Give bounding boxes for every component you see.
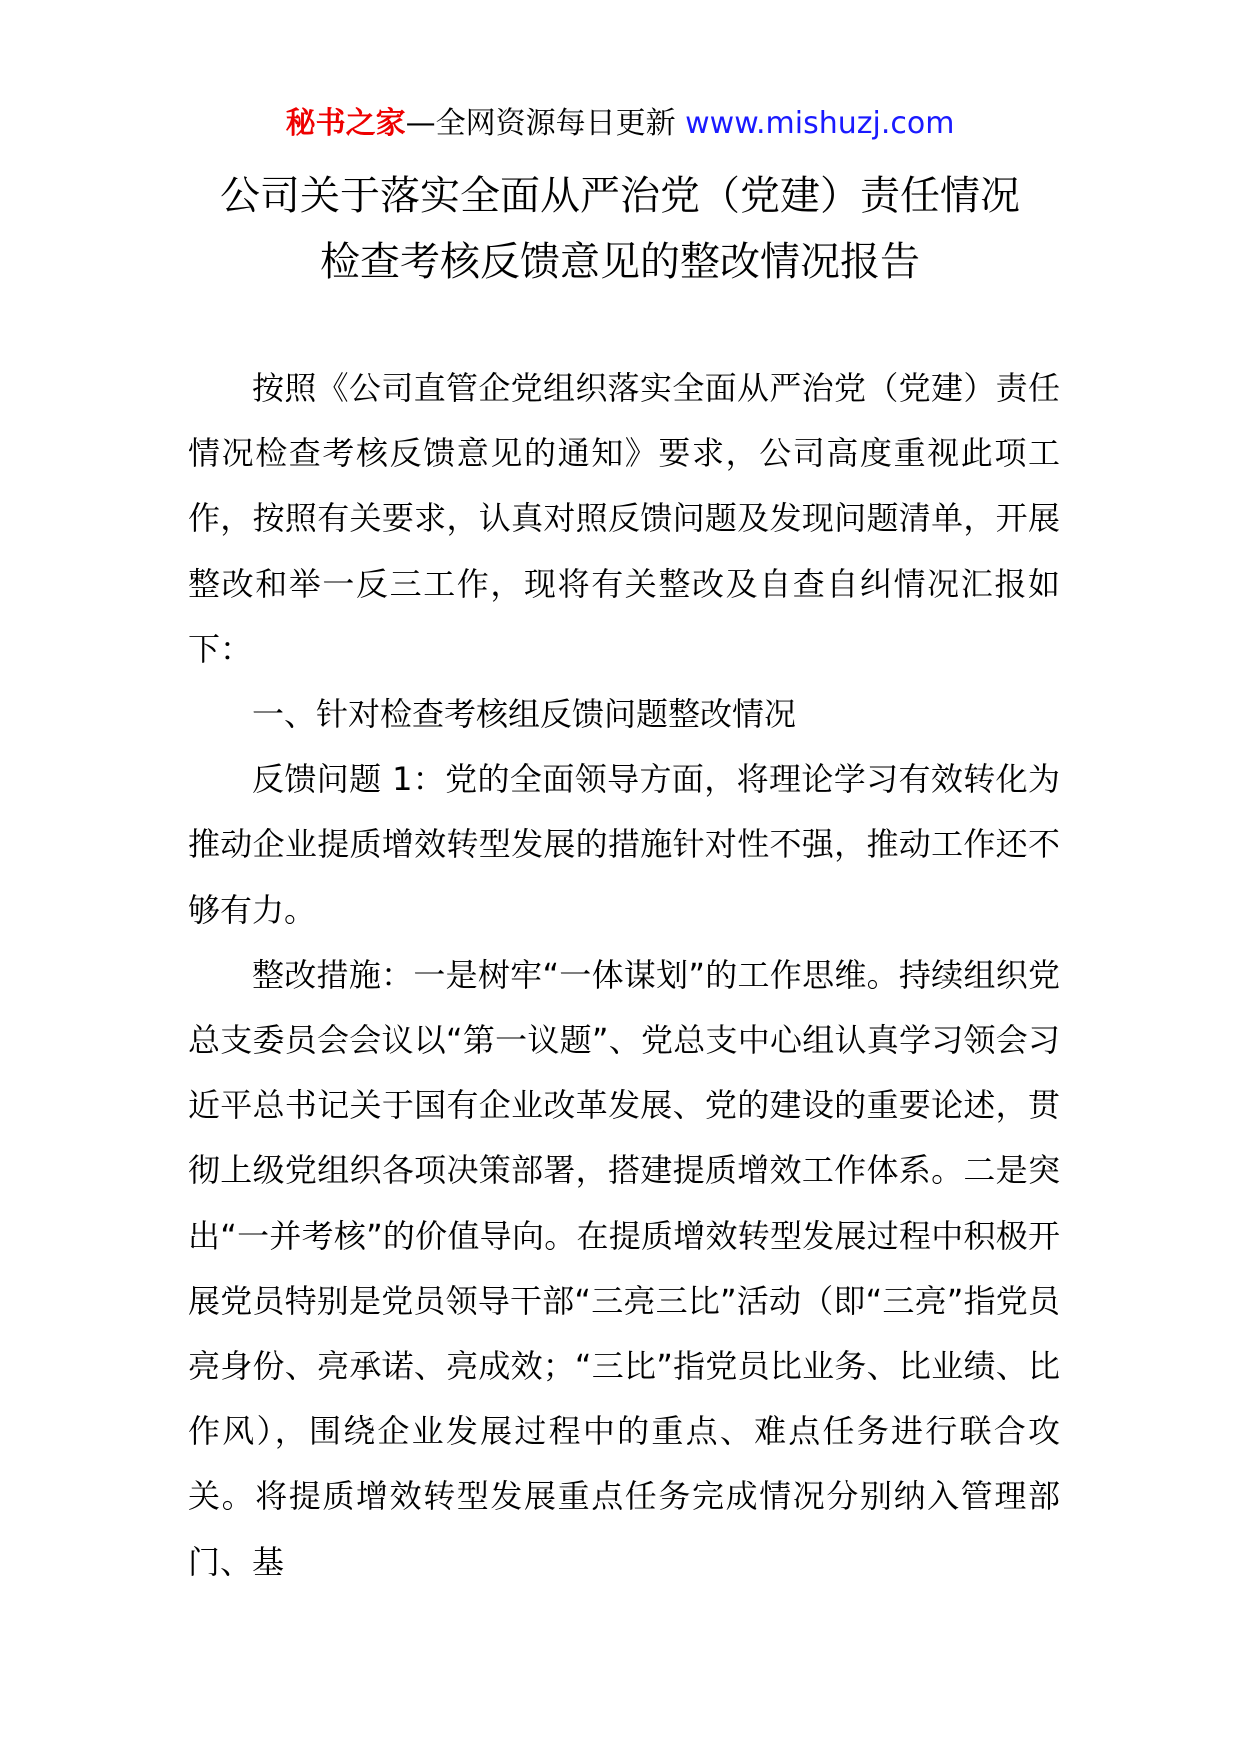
title-line-1: 公司关于落实全面从严治党（党建）责任情况 [220,173,1020,219]
document-title [0,163,1240,295]
feedback-issue-paragraph: 反馈问题 1：党的全面领导方面，将理论学习有效转化为推动企业提质增效转型发展的措施针对性不强，推动工作还不够有力。 [188,760,1060,929]
banner-tagline: —全网资源每日更新 [405,106,686,141]
rectification-measures-paragraph: 整改措施：一是树牢“一体谋划”的工作思维。持续组织党总支委员会会议以“第一议题”、党总支中心组认真学习领会习近平总书记关于国有企业改革发展、党的建设的重要论述，贯彻上级党组织各项决策部署，搭建提质增效工作体系。二是突出“一并考核”的价值导向。在提质增效转型发展过程中积极开展党员特别是党员领导干部“三亮三比”活动（即“三亮”指党员亮身份、亮承诺、亮成效；“三比”指党员比业务、比业绩、比作风），围绕企业发展过程中的重点、难点任务进行联合攻关。将提质增效转型发展重点任务完成情况分别纳入管理部门、基 [188,955,1060,1581]
site-url-link[interactable]: www.mishuzj.com [685,106,955,141]
title-line-2: 检查考核反馈意见的整改情况报告 [320,239,920,285]
intro-paragraph: 按照《公司直管企党组织落实全面从严治党（党建）责任情况检查考核反馈意见的通知》要求，公司高度重视此项工作，按照有关要求，认真对照反馈问题及发现问题清单，开展整改和举一反三工作，现将有关整改及自查自纠情况汇报如下： [188,369,1060,668]
section-heading: 一、针对检查考核组反馈问题整改情况 [252,695,797,734]
site-banner [0,102,1240,146]
document-body [188,356,1060,1595]
brand-name: 秘书之家 [285,106,406,141]
